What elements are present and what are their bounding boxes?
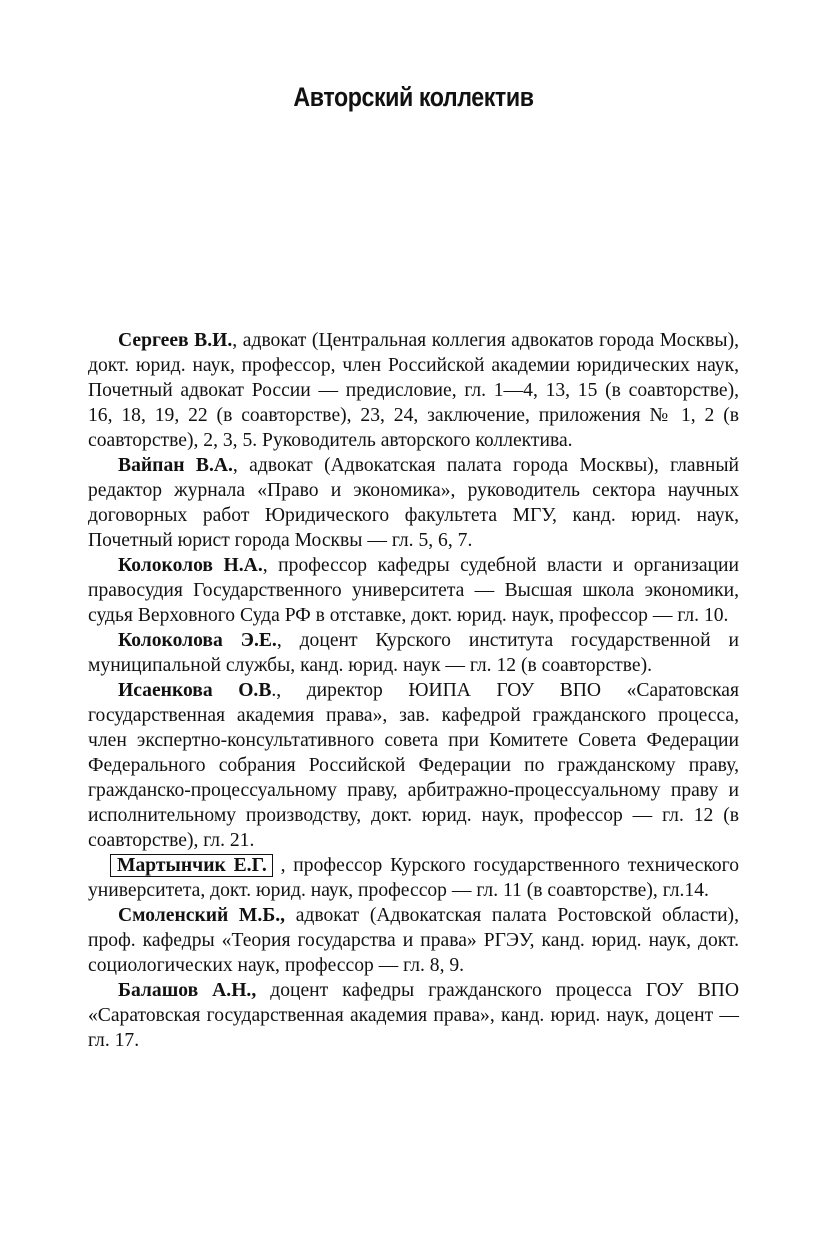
author-entry: [88, 453, 739, 553]
author-name: Балашов А.Н.,: [118, 980, 257, 1001]
author-entry: [88, 678, 739, 853]
author-description: , адвокат (Адвокатская палата города Москвы), главный редактор журнала «Право и экономика», руководитель сектора научных договорных работ Юридического факультета МГУ, канд. юрид. наук, Почетный юрист города Москвы — гл. 5, 6, 7.: [88, 455, 739, 551]
author-description: , профессор Курского государственного технического университета, докт. юрид. наук, профессор — гл. 11 (в соавторстве), гл.14.: [88, 855, 739, 901]
author-description: , доцент Курского института государственной и муниципальной службы, канд. юрид. наук — гл. 12 (в соавторстве).: [88, 630, 739, 676]
author-entry: [88, 328, 739, 453]
author-name: Смоленский М.Б.,: [118, 905, 286, 926]
author-entry: [88, 978, 739, 1053]
author-entry: [88, 628, 739, 678]
author-name: Колоколова Э.Е.: [118, 630, 277, 651]
authors-list: [88, 328, 739, 1053]
author-description: ., директор ЮИПА ГОУ ВПО «Саратовская государственная академия права», зав. кафедрой гражданского процесса, член экспертно-консультативного совета при Комитете Совета Федерации Федерального собрания Российской Федерации по гражданскому праву, гражданско-процессуальному праву, арбитражно-процессуальному праву и исполнительному производству, докт. юрид. наук, профессор — гл. 12 (в соавторстве), гл. 21.: [88, 680, 739, 851]
author-description: , профессор кафедры судебной власти и организации правосудия Государственного университета — Высшая школа экономики, судья Верховного Суда РФ в отставке, докт. юрид. наук, профессор — гл. 10.: [88, 555, 739, 626]
author-name: Исаенкова О.В: [118, 680, 272, 701]
page-title: Авторский коллектив: [293, 82, 534, 112]
author-name: Вайпан В.А.: [118, 455, 233, 476]
author-name-boxed: Мартынчик Е.Г.: [110, 854, 273, 877]
author-entry: [88, 553, 739, 628]
author-entry: [88, 903, 739, 978]
author-description: адвокат (Адвокатская палата Ростовской области), проф. кафедры «Теория государства и права» РГЭУ, канд. юрид. наук, докт. социологических наук, профессор — гл. 8, 9.: [88, 905, 739, 976]
author-description: , адвокат (Центральная коллегия адвокатов города Москвы), докт. юрид. наук, профессор, член Российской академии юридических наук, Почетный адвокат России — предисловие, гл. 1—4, 13, 15 (в соавторстве), 16, 18, 19, 22 (в соавторстве), 23, 24, заключение, приложения № 1, 2 (в соавторстве), 2, 3, 5. Руководитель авторского коллектива.: [88, 330, 739, 451]
author-name: Сергеев В.И.: [118, 330, 233, 351]
author-name: Колоколов Н.А.: [118, 555, 263, 576]
author-description: доцент кафедры гражданского процесса ГОУ ВПО «Саратовская государственная академия права», канд. юрид. наук, доцент — гл. 17.: [88, 980, 739, 1051]
author-entry: [88, 853, 739, 903]
